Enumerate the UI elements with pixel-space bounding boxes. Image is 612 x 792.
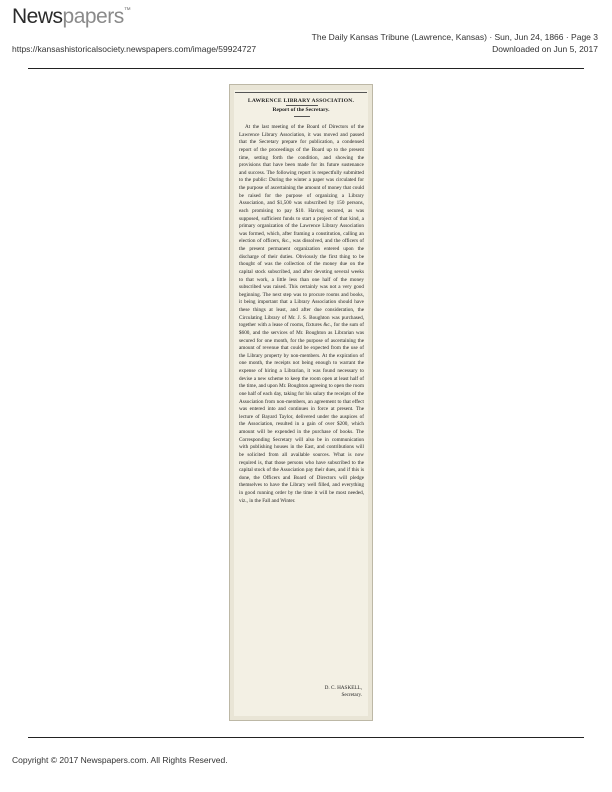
- copyright-notice: Copyright © 2017 Newspapers.com. All Rights Reserved.: [12, 755, 228, 765]
- clipping-paper: [234, 90, 368, 716]
- article-signature: [325, 685, 362, 700]
- heading-divider: [286, 105, 318, 106]
- footer-divider: [28, 737, 584, 738]
- source-url[interactable]: https://kansashistoricalsociety.newspapers.com/image/59924727: [12, 44, 257, 54]
- newspapers-logo[interactable]: [12, 5, 130, 29]
- signature-title: Secretary.: [341, 692, 362, 699]
- article-body: At the last meeting of the Board of Directors of the Lawrence Library Association, it was moved and passed that the Secretary prepare for publication, a condensed report of the proceedings of the Board up to the present time, setting forth the condition, and showing the provisions that have been made for its future sustenance and success. The following report is respectfully submitted to the public: During the winter a paper was circulated for the purpose of ascertaining the amount of money that could be raised for the purpose of organizing a Library Association, and $1,500 was subscribed by 150 persons, each promising to pay $10. Having secured, as was supposed, sufficient funds to start a project of that kind, a primary organization of the Lawrence Library Association was formed, which, after framing a constitution, calling an election of officers, &c., was dissolved, and the officers of the present permanent organization entered upon the discharge of their duties. Obviously the first thing to be thought of was the collection of the money due on the capital stock subscribed, and after devoting several weeks to that work, a little less than one half of the money subscribed was raised. This certainly was not a very good beginning. The next step was to procure rooms and books, it being important that a Library Association should have these things at least, and after due consideration, the Circulating Library of Mr. J. S. Boughton was purchased, together with a lease of rooms, fixtures &c., for the sum of $600, and the services of Mr. Boughton as Librarian was secured for one month, for the purpose of ascertaining the amount of revenue that could be expected from the use of the Library property by non-members. At the expiration of one month, the receipts not being enough to warrant the expense of hiring a Librarian, it was found necessary to devise a new scheme to keep the room open at least half of the time, and upon Mr. Boughton agreeing to open the room one half of each day, taking for his salary the receipts of the Association from non-members, an agreement to that effect was entered into and continues in force at present. The lecture of Bayard Taylor, delivered under the auspices of the Association, resulted in a gain of over $200, which amount will be expended in the purchase of books. The Corresponding Secretary will also be in communication with publishing houses in the East, and contributions will be solicited from all available sources. What is now required is, that those persons who have subscribed to the capital stock of the Association pay their dues, and if this is done, the Officers and Board of Directors will pledge themselves to have the Library well filled, and everything in good running order by the time it will be most needed, viz., in the Fall and Winter.: [239, 124, 364, 504]
- logo-text-main: News: [12, 5, 63, 28]
- article-subheading: Report of the Secretary.: [272, 107, 330, 113]
- trademark-mark: ™: [123, 7, 131, 14]
- subheading-divider: [294, 116, 310, 117]
- logo-text-light: papers: [62, 5, 124, 28]
- download-date: Downloaded on Jun 5, 2017: [492, 44, 598, 54]
- header-divider: [28, 68, 584, 69]
- article-heading: LAWRENCE LIBRARY ASSOCIATION.: [247, 98, 355, 104]
- clipping-top-rule: [235, 92, 367, 93]
- newspaper-clipping: [229, 84, 373, 721]
- publication-info: The Daily Kansas Tribune (Lawrence, Kansas) · Sun, Jun 24, 1866 · Page 3: [311, 32, 598, 42]
- signature-name: D. C. HASKELL,: [324, 684, 362, 691]
